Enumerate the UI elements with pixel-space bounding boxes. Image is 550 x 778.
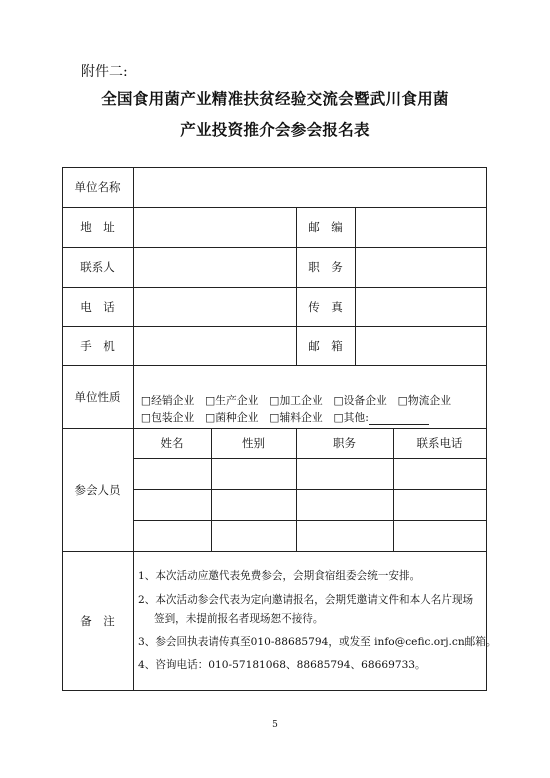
attendee-header-position: 职务 — [333, 436, 356, 450]
remark-1: 1、本次活动应邀代表免费参会，会期食宿组委会统一安排。 — [138, 570, 421, 582]
postcode-field[interactable] — [356, 208, 486, 247]
attendee-header-phone: 联系电话 — [416, 436, 463, 450]
remark-2-continued: 签到，未提前报名者现场恕不接待。 — [154, 613, 324, 625]
option-other[interactable]: □其他: — [333, 411, 369, 424]
remark-2: 2、本次活动参会代表为定向邀请报名，会期凭邀请文件和本人名片现场 — [138, 594, 474, 606]
page-number: 5 — [272, 720, 278, 730]
attendees-label: 参会人员 — [74, 482, 121, 497]
form-title-line-2: 产业投资推介会参会报名表 — [180, 121, 370, 139]
mobile-label: 手 机 — [80, 338, 115, 353]
postcode-label: 邮 编 — [308, 220, 343, 234]
attendee-header-gender: 性别 — [242, 436, 265, 450]
option-processing[interactable]: □加工企业 — [269, 394, 323, 407]
contact-label: 联系人 — [80, 260, 115, 274]
unit-name-label: 单位名称 — [74, 180, 121, 194]
other-blank-field[interactable] — [369, 413, 429, 425]
address-field[interactable] — [134, 208, 296, 247]
position-field[interactable] — [356, 248, 486, 287]
position-label: 职 务 — [308, 260, 343, 274]
remark-3: 3、参会回执表请传真至010-88685794，或发至 info@cefic.orj.cn邮箱。 — [138, 636, 497, 648]
mobile-field[interactable] — [134, 327, 296, 365]
phone-label: 电 话 — [80, 299, 115, 314]
remarks-label: 备 注 — [80, 613, 115, 628]
address-label: 地 址 — [80, 220, 115, 234]
email-label: 邮 箱 — [308, 338, 343, 353]
annex-label: 附件二: — [81, 64, 128, 80]
option-distribution[interactable]: □经销企业 — [140, 394, 195, 407]
form-title-line-1: 全国食用菌产业精准扶贫经验交流会暨武川食用菌 — [101, 90, 449, 108]
option-packaging[interactable]: □包装企业 — [140, 411, 195, 424]
option-equipment[interactable]: □设备企业 — [333, 394, 387, 407]
option-production[interactable]: □生产企业 — [205, 394, 259, 407]
option-auxiliary[interactable]: □辅料企业 — [269, 411, 323, 424]
fax-field[interactable] — [356, 288, 486, 326]
contact-field[interactable] — [134, 248, 296, 287]
unit-type-label: 单位性质 — [74, 389, 121, 404]
option-spawn[interactable]: □菌种企业 — [205, 411, 259, 424]
option-logistics[interactable]: □物流企业 — [397, 394, 452, 407]
phone-field[interactable] — [134, 288, 296, 326]
email-field[interactable] — [356, 327, 486, 365]
fax-label: 传 真 — [308, 299, 343, 314]
unit-type-options-row-2 — [134, 397, 429, 425]
remark-4: 4、咨询电话：010-57181068、88685794、68669733。 — [138, 659, 426, 671]
unit-name-field[interactable] — [134, 168, 486, 207]
attendee-header-name: 姓名 — [160, 436, 184, 450]
